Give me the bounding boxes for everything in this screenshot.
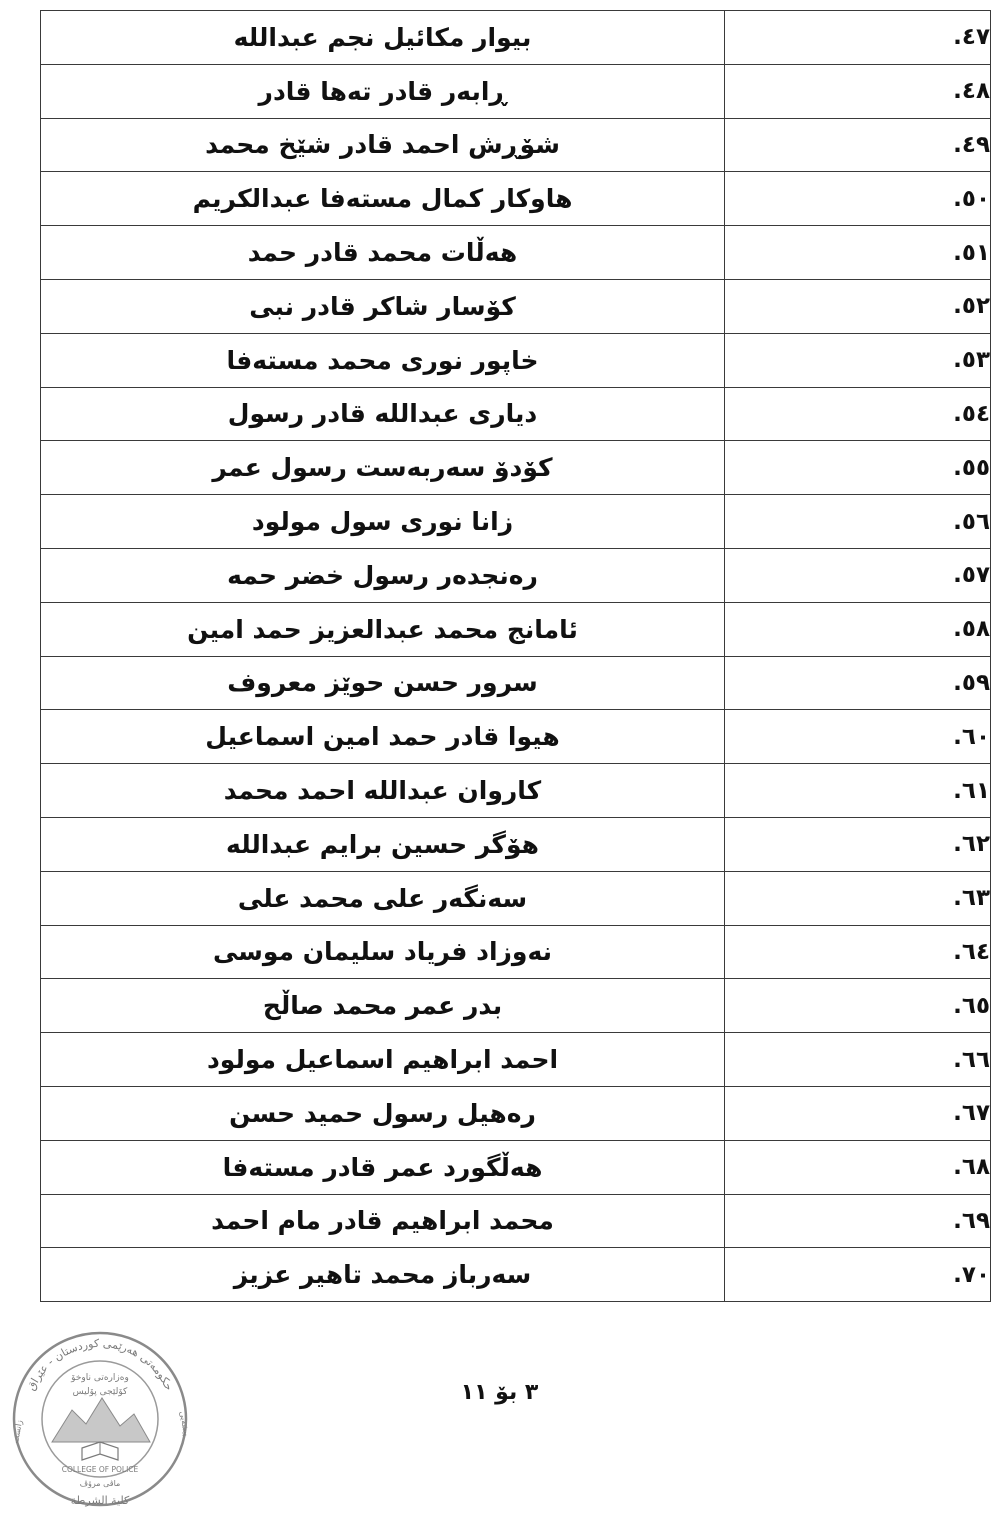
row-number: .٥٦ [725,495,991,549]
table-row [41,387,991,441]
stamp-motto: ماڤی مرۆڤ [79,1479,121,1488]
stamp-side-left: زانست [11,1419,24,1444]
row-number: .٥٤ [725,387,991,441]
person-name: هاوکار کمال مستەفا عبدالکریم [41,172,725,226]
row-number: .٧٠ [725,1248,991,1302]
person-name: رەنجدەر رسول خضر حمه [41,548,725,602]
table-row [41,1248,991,1302]
row-number: .٤٧ [725,11,991,65]
row-number: .٤٨ [725,64,991,118]
table-row [41,64,991,118]
table-row [41,602,991,656]
person-name: محمد ابراهیم قادر مام احمد [41,1194,725,1248]
person-name: زانا نوری سول مولود [41,495,725,549]
stamp-side-right: پیشەیی [177,1410,192,1437]
person-name: هیوا قادر حمد امین اسماعیل [41,710,725,764]
page-number: ٣ بۆ ١١ [460,1380,539,1405]
table-row [41,764,991,818]
person-name: سەرباز محمد تاهیر عزیز [41,1248,725,1302]
table-row [41,1033,991,1087]
person-name: ئامانج محمد عبدالعزیز حمد امین [41,602,725,656]
row-number: .٥٩ [725,656,991,710]
table-row [41,172,991,226]
person-name: بدر عمر محمد صاڵح [41,979,725,1033]
college-of-police-stamp [6,1324,194,1514]
row-number: .٦٦ [725,1033,991,1087]
row-number: .٦٧ [725,1086,991,1140]
person-name: کۆدۆ سەربەست رسول عمر [41,441,725,495]
row-number: .٥٣ [725,333,991,387]
row-number: .٦١ [725,764,991,818]
row-number: .٥٢ [725,279,991,333]
table-row [41,226,991,280]
person-name: بیوار مکائیل نجم عبدالله [41,11,725,65]
row-number: .٦٠ [725,710,991,764]
table-row [41,1194,991,1248]
person-name: هەڵات محمد قادر حمد [41,226,725,280]
person-name: ڕابەر قادر تەها قادر [41,64,725,118]
table-row [41,333,991,387]
person-name: خاپور نوری محمد مستەفا [41,333,725,387]
row-number: .٥١ [725,226,991,280]
person-name: نەوزاد فریاد سلیمان موسی [41,925,725,979]
table-row [41,871,991,925]
table-row [41,1140,991,1194]
table-row [41,279,991,333]
person-name: کاروان عبدالله احمد محمد [41,764,725,818]
names-table [40,10,991,1302]
mountain-icon [52,1398,150,1442]
row-number: .٥٠ [725,172,991,226]
person-name: دیاری عبدالله قادر رسول [41,387,725,441]
table-row [41,817,991,871]
row-number: .٥٥ [725,441,991,495]
stamp-college-ku: کۆلێجی پۆلیس [72,1387,128,1397]
person-name: کۆسار شاکر قادر نبی [41,279,725,333]
stamp-college-en: COLLEGE OF POLICE [61,1465,139,1474]
person-name: شۆڕش احمد قادر شێخ محمد [41,118,725,172]
row-number: .٦٢ [725,817,991,871]
person-name: سەنگەر علی محمد علی [41,871,725,925]
person-name: احمد ابراهیم اسماعیل مولود [41,1033,725,1087]
table-row [41,710,991,764]
table-row [41,979,991,1033]
row-number: .٦٣ [725,871,991,925]
stamp-college-ar: كلية الشرطة [70,1494,130,1507]
row-number: .٥٨ [725,602,991,656]
table-row [41,441,991,495]
stamp-outer-text: حكومەتی هەرێمی کوردستان - عێراق [24,1336,176,1393]
table-row [41,11,991,65]
person-name: رەهیل رسول حمید حسن [41,1086,725,1140]
row-number: .٥٧ [725,548,991,602]
table-row [41,925,991,979]
person-name: سرور حسن حوێز معروف [41,656,725,710]
table-row [41,656,991,710]
row-number: .٦٨ [725,1140,991,1194]
table-row [41,118,991,172]
table-row [41,495,991,549]
table-row [41,1086,991,1140]
person-name: هۆگر حسین برایم عبدالله [41,817,725,871]
row-number: .٦٥ [725,979,991,1033]
person-name: هەڵگورد عمر قادر مستەفا [41,1140,725,1194]
stamp-ministry: وەزارەتی ناوخۆ [71,1373,129,1383]
row-number: .٤٩ [725,118,991,172]
row-number: .٦٤ [725,925,991,979]
names-table-body [41,11,991,1302]
row-number: .٦٩ [725,1194,991,1248]
table-row [41,548,991,602]
